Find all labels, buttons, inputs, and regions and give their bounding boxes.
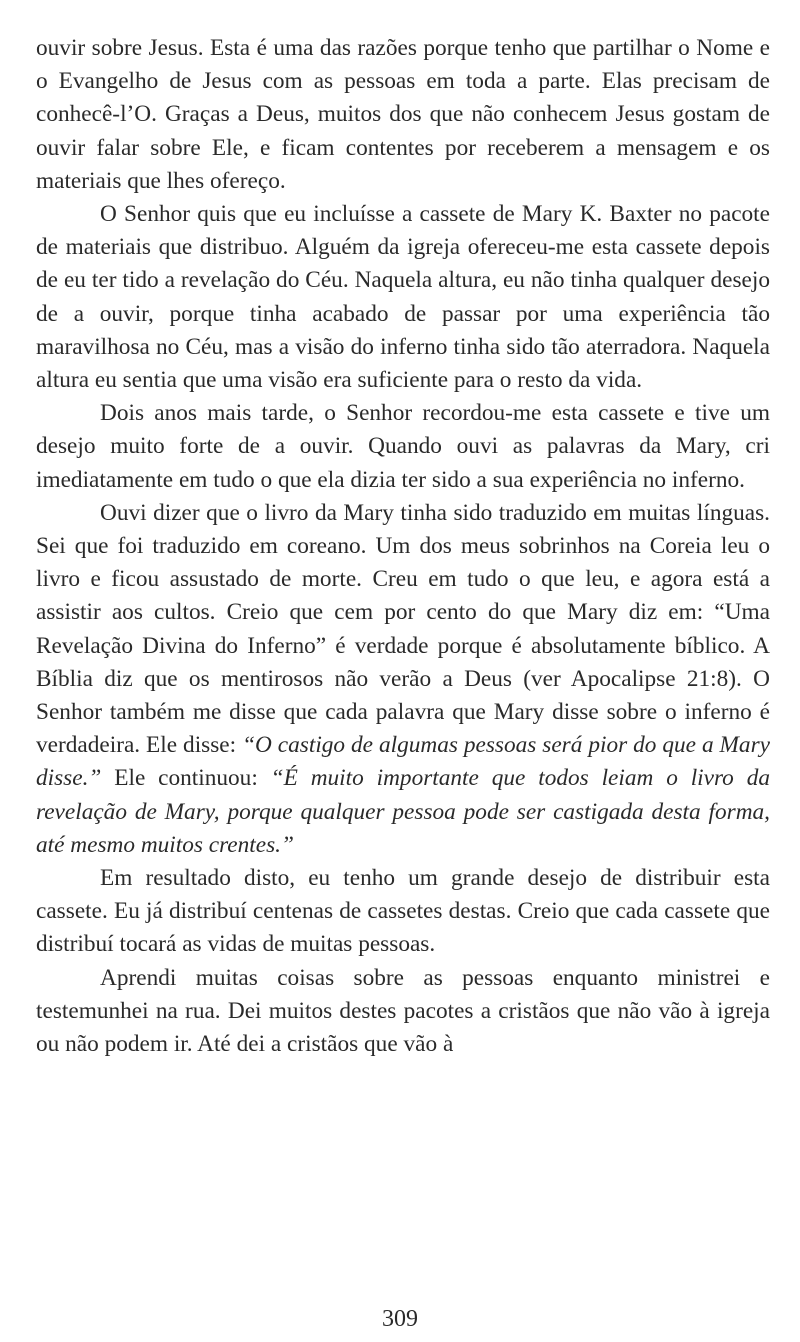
paragraph-2: O Senhor quis que eu incluísse a cassete de Mary K. Baxter no pacote de materiais que distribuo. Alguém da igreja ofereceu-me esta cassete depois de eu ter tido a revelação do Céu. Naquela altura, eu não tinha qualquer desejo de a ouvir, porque tinha acabado de passar por uma experiência tão maravilhosa no Céu, mas a visão do inferno tinha sido tão aterradora. Naquela altura eu sentia que uma visão era suficiente para o resto da vida.	[36, 201, 770, 394]
paragraph-6: Aprendi muitas coisas sobre as pessoas enquanto ministrei e testemunhei na rua. Dei muitos destes pacotes a cristãos que não vão à igreja ou não podem ir. Até dei a cristãos que vão à	[36, 964, 770, 1058]
paragraph-1: ouvir sobre Jesus. Esta é uma das razões porque tenho que partilhar o Nome e o Evangelho de Jesus com as pessoas em toda a parte. Elas precisam de conhecê-l’O. Graças a Deus, muitos dos que não conhecem Jesus gostam de ouvir falar sobre Ele, e ficam contentes por receberem a mensagem e os materiais que lhes ofereço.	[36, 35, 770, 194]
paragraph-4-quote-2: “É muito importante que todos leiam o livro da revelação de Mary, porque qualquer pessoa pode ser castigada desta forma, até mesmo muitos crentes.”	[36, 765, 770, 858]
page-number: 309	[382, 1306, 418, 1332]
paragraph-4	[36, 497, 770, 862]
paragraph-4-quote-1: “O castigo de algumas pessoas será pior do que a Mary disse.”	[36, 732, 770, 792]
paragraph-4-text-a: Ouvi dizer que o livro da Mary tinha sido traduzido em muitas línguas. Sei que foi traduzido em coreano. Um dos meus sobrinhos na Coreia leu o livro e ficou assustado de morte. Creu em tudo o que leu, e agora está a assistir aos cultos. Creio que cem por cento do que Mary diz em: “Uma Revelação Divina do Inferno” é verdade porque é absolutamente bíblico. A Bíblia diz que os mentirosos não verão a Deus (ver Apocalipse 21:8). O Senhor também me disse que cada palavra que Mary disse sobre o inferno é verdadeira. Ele disse:	[36, 499, 770, 759]
paragraph-5: Em resultado disto, eu tenho um grande desejo de distribuir esta cassete. Eu já distribuí centenas de cassetes destas. Creio que cada cassete que distribuí tocará as vidas de muitas pessoas.	[36, 865, 770, 958]
paragraph-3: Dois anos mais tarde, o Senhor recordou-me esta cassete e tive um desejo muito forte de a ouvir. Quando ouvi as palavras da Mary, cri imediatamente em tudo o que ela dizia ter sido a sua experiência no inferno.	[36, 400, 770, 493]
page-body	[36, 32, 770, 1061]
paragraph-4-text-b: Ele continuou:	[101, 765, 271, 792]
